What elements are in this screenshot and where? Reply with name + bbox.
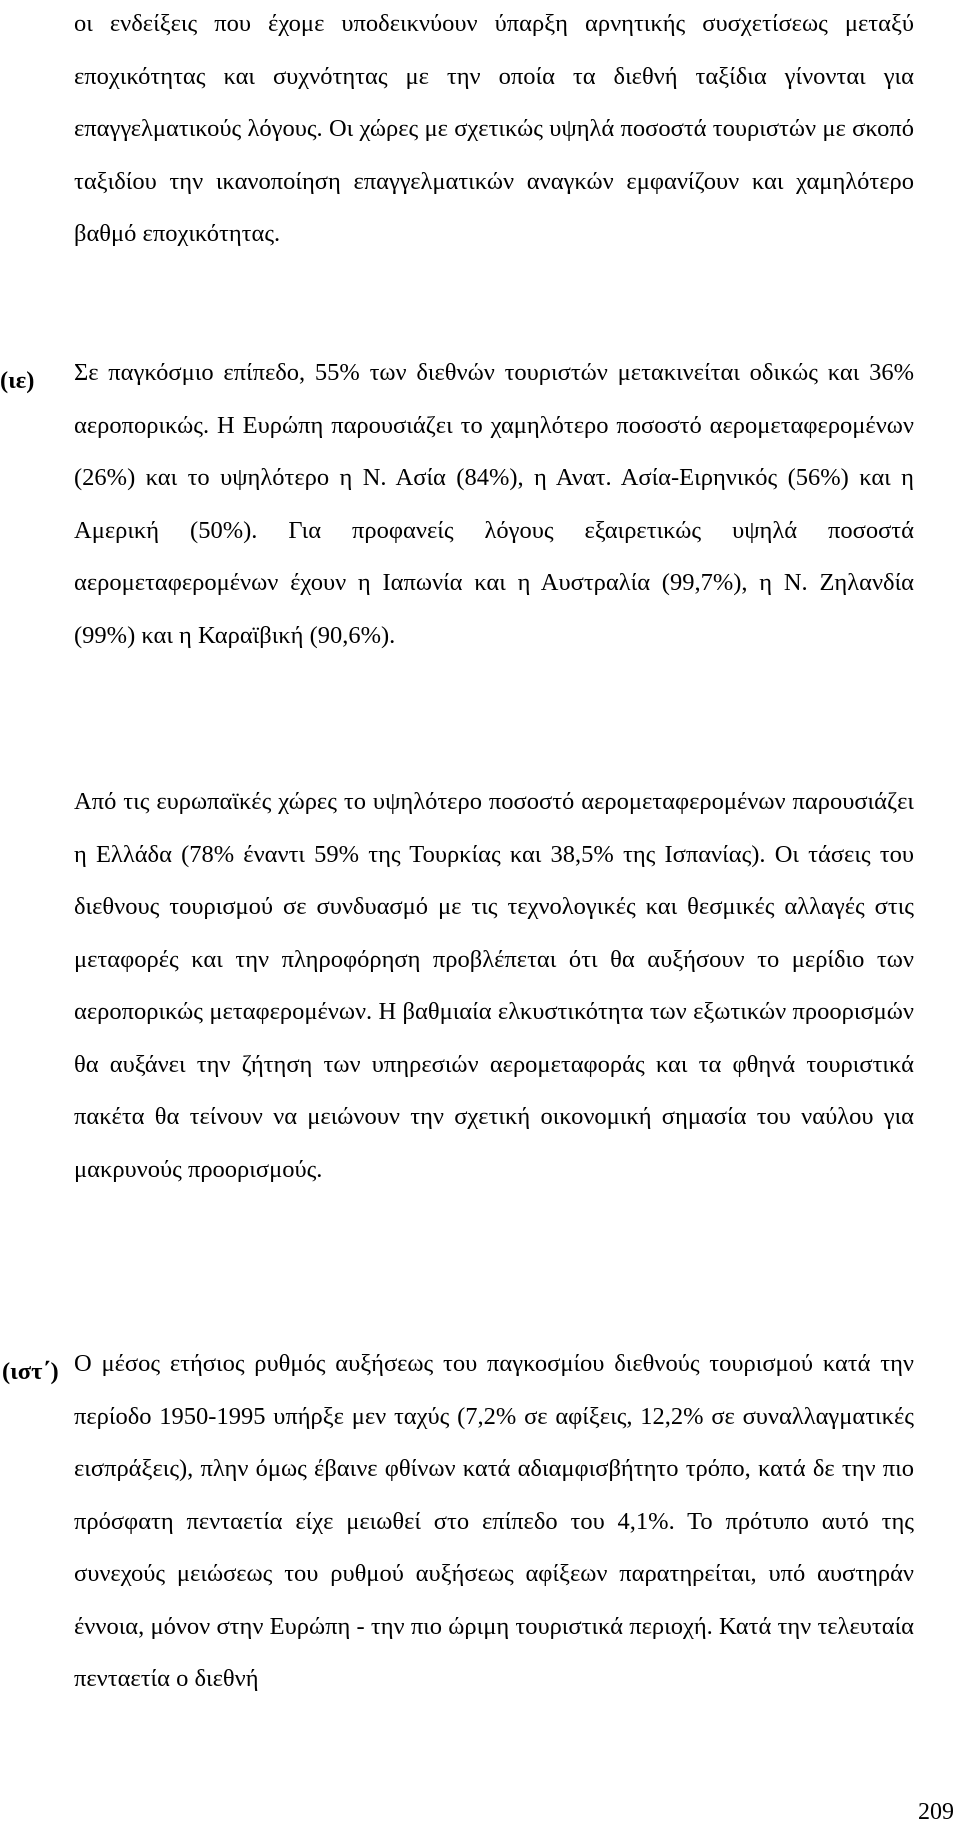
section-marker-ist: (ιστ΄) [2, 1358, 59, 1385]
paragraph-ist: Ο μέσος ετήσιος ρυθμός αυξήσεως του παγκοσμίου διεθνούς τουρισμού κατά την περίοδο 1950-1995 υπήρξε μεν ταχύς (7,2% σε αφίξεις, 12,2% σε συναλλαγματικές εισπράξεις), πλην όμως έβαινε φθίνων κατά αδιαμφισβήτητο τρόπο, κατά δε την πιο πρόσφατη πενταετία είχε μειωθεί στο επίπεδο του 4,1%. Το πρότυπο αυτό της συνεχούς μειώσεως του ρυθμού αυξήσεως αφίξεων παρατηρείται, υπό αυστηράν έννοια, μόνον στην Ευρώπη - την πιο ώριμη τουριστικά περιοχή. Κατά την τελευταία πενταετία ο διεθνή [74, 1350, 914, 1692]
page-number: 209 [918, 1799, 954, 1825]
paragraph-continuation: οι ενδείξεις που έχομε υποδεικνύουν ύπαρξη αρνητικής συσχετίσεως μεταξύ εποχικότητας και συχνότητας με την οποία τα διεθνή ταξίδια γίνονται για επαγγελματικούς λόγους. Οι χώρες με σχετικώς υψηλά ποσοστά τουριστών με σκοπό ταξιδίου την ικανοποίηση επαγγελματικών αναγκών εμφανίζουν και χαμηλότερο βαθμό εποχικότητας. [74, 10, 914, 247]
paragraph-ie: Σε παγκόσμιο επίπεδο, 55% των διεθνών τουριστών μετακινείται οδικώς και 36% αεροπορικώς. Η Ευρώπη παρουσιάζει το χαμηλότερο ποσοστό αερομεταφερομένων (26%) και το υψηλότερο η Ν. Ασία (84%), η Ανατ. Ασία-Ειρηνικός (56%) και η Αμερική (50%). Για προφανείς λόγους εξαιρετικώς υψηλά ποσοστά αερομεταφερομένων έχουν η Ιαπωνία και η Αυστραλία (99,7%), η Ν. Ζηλανδία (99%) και η Καραϊβική (90,6%). [74, 359, 914, 649]
paragraph-ie-continued: Από τις ευρωπαϊκές χώρες το υψηλότερο ποσοστό αερομεταφερομένων παρουσιάζει η Ελλάδα (78% έναντι 59% της Τουρκίας και 38,5% της Ισπανίας). Οι τάσεις του διεθνους τουρισμού σε συνδυασμό με τις τεχνολογικές και θεσμικές αλλαγές στις μεταφορές και την πληροφόρηση προβλέπεται ότι θα αυξήσουν το μερίδιο των αεροπορικώς μεταφερομένων. Η βαθμιαία ελκυστικότητα των εξωτικών προορισμών θα αυξάνει την ζήτηση των υπηρεσιών αερομεταφοράς και τα φθηνά τουριστικά πακέτα θα τείνουν να μειώνουν την σχετική οικονομική σημασία του ναύλου για μακρυνούς προορισμούς. [74, 788, 914, 1183]
section-marker-ie: (ιε) [0, 367, 35, 394]
